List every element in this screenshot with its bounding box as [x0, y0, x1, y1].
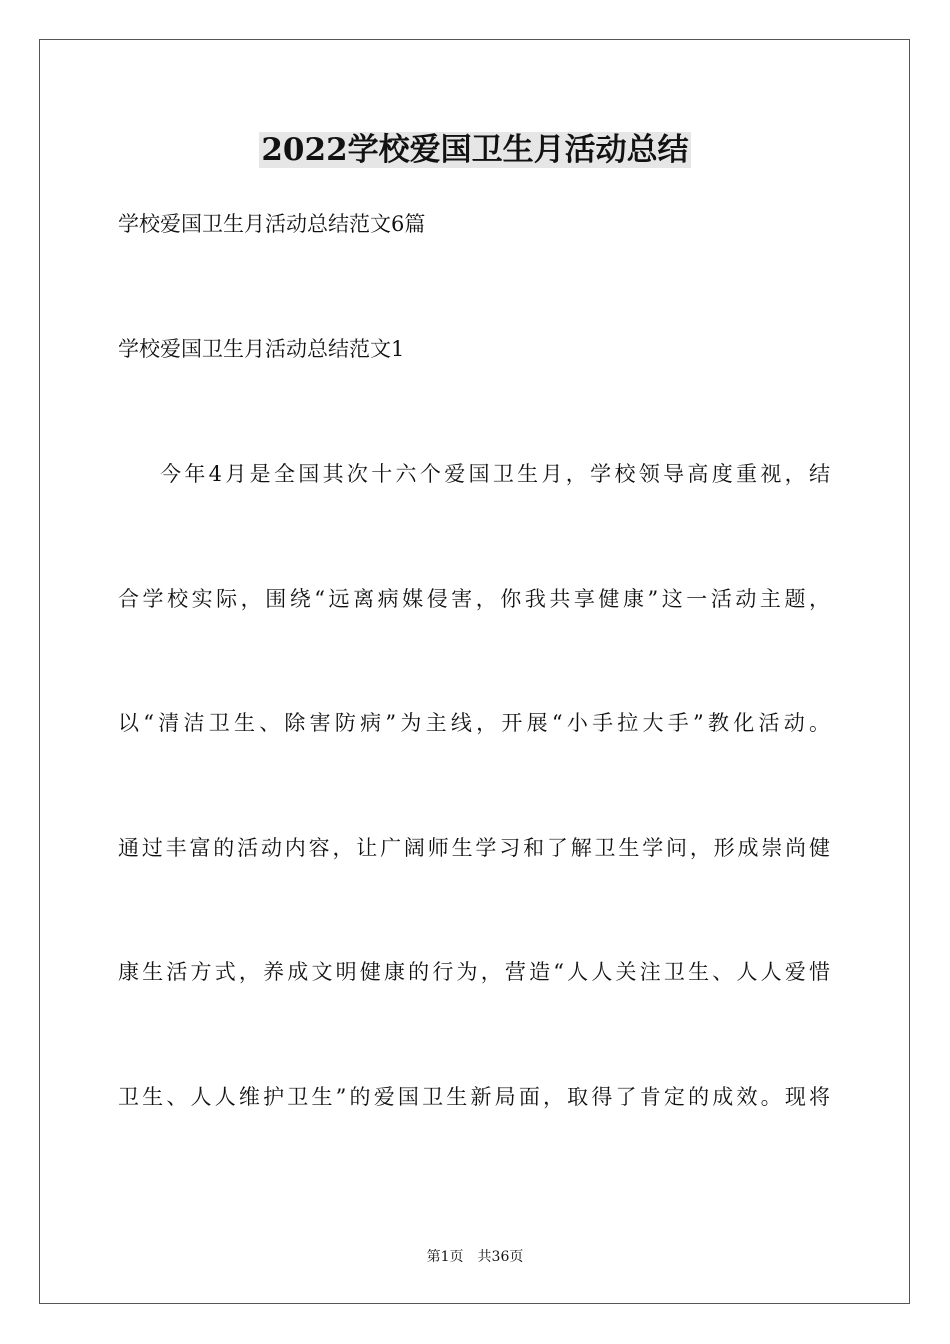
body-line-3: 以“清洁卫生、除害防病”为主线，开展“小手拉大手”教化活动。: [118, 711, 830, 735]
body-line-4: 通过丰富的活动内容，让广阔师生学习和了解卫生学问，形成崇尚健: [118, 836, 830, 860]
page-total: 共36页: [477, 1249, 524, 1265]
page-number: 第1页: [426, 1249, 464, 1265]
body-line-1: 今年4月是全国其次十六个爱国卫生月，学校领导高度重视，结: [160, 462, 830, 486]
document-title-text: 2022学校爱国卫生月活动总结: [261, 132, 689, 168]
body-line-2: 合学校实际，围绕“远离病媒侵害，你我共享健康”这一活动主题，: [118, 587, 830, 611]
document-subtitle: 学校爱国卫生月活动总结范文6篇: [118, 212, 426, 236]
body-line-5: 康生活方式，养成文明健康的行为，营造“人人关注卫生、人人爱惜: [118, 960, 830, 984]
page-footer: [0, 1247, 950, 1267]
section-heading: 学校爱国卫生月活动总结范文1: [118, 337, 405, 361]
body-line-6: 卫生、人人维护卫生”的爱国卫生新局面，取得了肯定的成效。现将: [118, 1085, 830, 1109]
document-title: [0, 128, 950, 172]
